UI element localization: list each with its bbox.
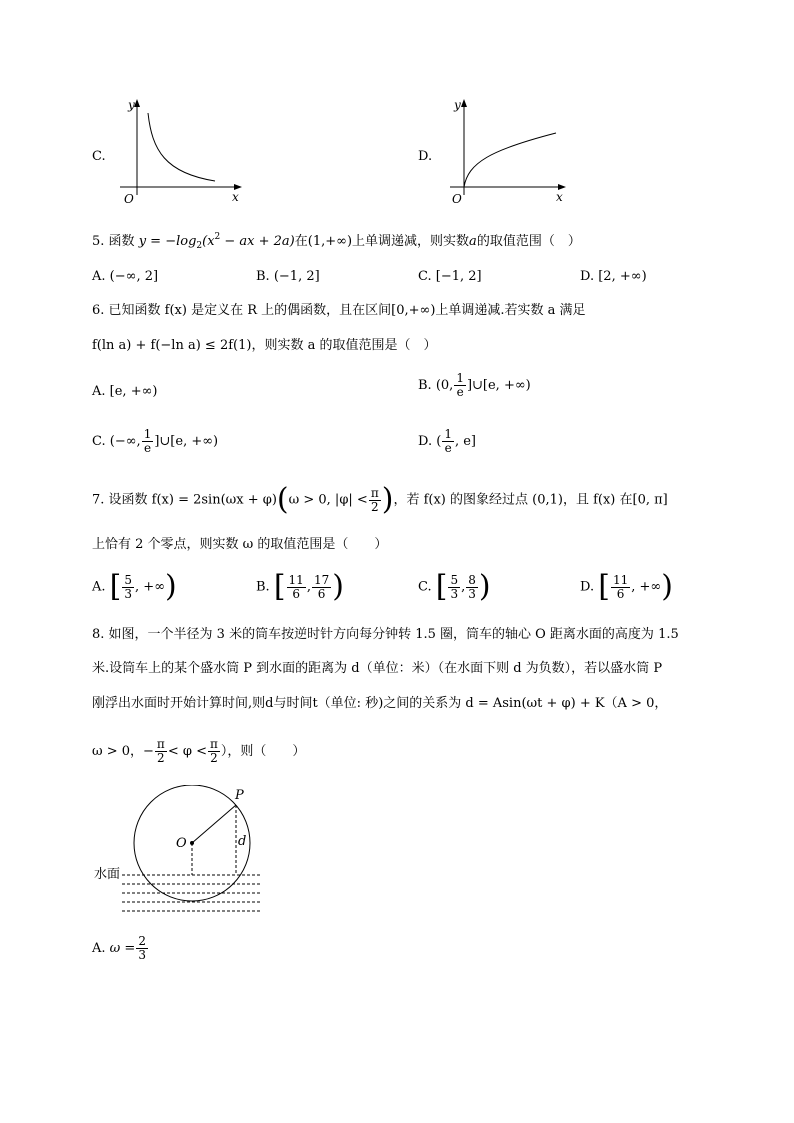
q7-line1-c: [0, π] xyxy=(632,492,668,508)
q6-option-d-post: , e] xyxy=(454,434,476,449)
q6-line1: 6. 已知函数 f(x) 是定义在 R 上的偶函数，且在区间[0,+∞)上单调递减.若实数 a 满足 xyxy=(92,303,586,318)
q8-line4-n1: π xyxy=(156,737,165,751)
q5-arg-open: (x xyxy=(202,234,215,249)
q8-line4-frac1 xyxy=(155,738,167,765)
q7-cond-den: 2 xyxy=(370,499,379,514)
q5-option-b[interactable] xyxy=(256,268,320,286)
q7-option-c-frac1 xyxy=(448,574,460,601)
q8-line4-c: ），则（ ） xyxy=(220,744,306,759)
graph-d xyxy=(440,95,580,210)
q7-option-d[interactable] xyxy=(580,569,673,604)
q7-option-b-open: [ xyxy=(273,569,286,604)
q7-line1-a: 7. 设函数 f(x) = 2sin(ωx + φ) xyxy=(92,492,277,508)
q6-option-a-value: [e, +∞) xyxy=(109,384,158,399)
q8-line4-n2: π xyxy=(209,737,218,751)
graph-c-curve xyxy=(148,113,215,181)
q5-option-c-value: [−1, 2] xyxy=(435,269,482,284)
q8-option-a-label: A. xyxy=(92,941,106,956)
q7-cond-pre: ω > 0, |φ| < xyxy=(288,492,368,508)
graph-c-y-label: y xyxy=(128,98,135,112)
q8-line4-d2: 2 xyxy=(210,751,218,765)
q6-option-b-post: ]∪[e, +∞) xyxy=(466,378,531,393)
q7-option-d-n1: 11 xyxy=(612,572,629,587)
q7-option-b-n2: 17 xyxy=(313,572,330,587)
q5-option-a[interactable] xyxy=(92,268,158,286)
q6-option-b-label: B. xyxy=(418,378,432,393)
q8-line3: 刚浮出水面时开始计算时间,则d与时间t（单位: 秒)之间的关系为 d = Asin(ωt + φ) + K（A > 0， xyxy=(92,696,668,711)
q8-option-a-lhs: ω = xyxy=(109,941,136,956)
wheel-radius xyxy=(192,805,236,843)
option-c-label: C. xyxy=(92,149,106,164)
q7-option-a-rest: , +∞ xyxy=(135,579,166,595)
q8-line4-b: < φ < xyxy=(167,744,207,759)
water-wheel-figure xyxy=(88,785,268,920)
q7-option-b[interactable]: B. [ $\frac{11}{6}$ , $\frac{17}{6}$ ) xyxy=(256,569,344,604)
q6-option-c[interactable] xyxy=(92,428,218,455)
q6-option-c-den: e xyxy=(143,441,152,455)
q6-option-c-num: 1 xyxy=(143,427,152,441)
q8-option-a-fraction xyxy=(136,935,148,962)
q6-option-c-label: C. xyxy=(92,434,106,449)
q7-option-d-rest: , +∞ xyxy=(631,579,662,595)
q7-paren-open: ( xyxy=(276,482,289,517)
graph-d-curve xyxy=(464,133,556,187)
graph-d-y-arrow xyxy=(461,99,467,107)
q8-line4-frac2 xyxy=(208,738,220,765)
q7-option-b-frac1 xyxy=(287,574,306,601)
q6-option-d-label: D. xyxy=(418,434,433,449)
q6-option-c-fraction xyxy=(142,428,154,455)
q5-func: y = −log xyxy=(138,234,197,249)
q5-var: a xyxy=(469,234,477,249)
q7-option-a-d1: 3 xyxy=(124,586,133,601)
q7-option-a-label: A. xyxy=(92,579,106,595)
graph-c xyxy=(110,95,250,210)
q7-option-a-n1: 5 xyxy=(124,572,133,587)
q7-option-b-d2: 6 xyxy=(317,586,326,601)
q7-option-c-n1: 5 xyxy=(450,572,459,587)
q7-line2: 上恰有 2 个零点，则实数 ω 的取值范围是（ ） xyxy=(92,537,388,552)
q7-line1-b: ，若 f(x) 的图象经过点 (0,1)，且 f(x) 在 xyxy=(393,492,633,508)
q8-line2: 米.设筒车上的某个盛水筒 P 到水面的距离为 d（单位：米）（在水面下则 d 为负数），若以盛水筒 P xyxy=(92,661,663,676)
q5-option-c[interactable] xyxy=(418,268,482,286)
q6-option-b-fraction xyxy=(454,372,466,399)
q7-option-a-open: [ xyxy=(109,569,122,604)
label-o: O xyxy=(176,836,187,851)
q7-option-c-close: ) xyxy=(478,569,491,604)
q7-cond-fraction xyxy=(369,487,381,514)
q7-option-c-open: [ xyxy=(435,569,448,604)
q7-option-d-open: [ xyxy=(598,569,610,604)
q7-option-c[interactable]: C. [ $\frac{5}{3}$ , $\frac{8}{3}$ ) xyxy=(418,569,491,604)
graph-d-y-label: y xyxy=(454,98,461,112)
q6-option-d-fraction xyxy=(442,428,454,455)
label-p: P xyxy=(235,788,244,803)
q5-option-a-label: A. xyxy=(92,269,106,284)
q7-option-a-close: ) xyxy=(165,569,177,604)
q5-arg-rest: − ax + 2a) xyxy=(220,234,295,249)
q6-line2: f(ln a) + f(−ln a) ≤ 2f(1)，则实数 a 的取值范围是（ ） xyxy=(92,338,437,353)
q7-option-b-close: ) xyxy=(332,569,344,604)
graph-c-origin: O xyxy=(124,192,134,206)
label-water-surface: 水面 xyxy=(94,867,121,882)
q5-log-base: 2 xyxy=(196,241,203,251)
q5-option-d[interactable] xyxy=(580,268,647,286)
q7-option-d-label: D. xyxy=(580,579,595,595)
q5-option-a-value: (−∞, 2] xyxy=(109,269,159,284)
option-d-label: D. xyxy=(418,149,433,164)
q5-option-b-label: B. xyxy=(256,269,270,284)
graph-d-x-label: x xyxy=(556,190,563,204)
graph-c-y-arrow xyxy=(134,99,140,107)
graph-c-x-label: x xyxy=(232,190,239,204)
q7-option-b-label: B. xyxy=(256,579,270,595)
label-d: d xyxy=(238,834,247,849)
q7-option-a[interactable] xyxy=(92,569,177,604)
q6-option-a[interactable] xyxy=(92,383,158,401)
q6-option-b-den: e xyxy=(456,385,464,399)
q6-option-b-num: 1 xyxy=(456,371,464,385)
q8-line1: 8. 如图，一个半径为 3 米的筒车按逆时针方向每分钟转 1.5 圈，筒车的轴心 O 距离水面的高度为 1.5 xyxy=(92,627,679,642)
q7-option-d-d1: 6 xyxy=(616,586,625,601)
q7-option-c-label: C. xyxy=(418,579,432,595)
q7-option-c-frac2 xyxy=(466,574,478,601)
q7-option-c-n2: 8 xyxy=(468,572,476,587)
q6-option-b-pre: (0, xyxy=(435,378,454,393)
q7-option-a-frac1 xyxy=(122,574,134,601)
q5-tail: 的取值范围（ ） xyxy=(476,234,581,249)
q5-arg-exp: 2 xyxy=(214,232,221,242)
q6-option-d[interactable] xyxy=(418,428,476,455)
q8-line4-d1: 2 xyxy=(157,751,165,765)
q5-interval: 在(1,+∞)上单调递减，则实数 xyxy=(294,234,470,249)
q7-option-d-close: ) xyxy=(661,569,673,604)
q5-option-d-label: D. xyxy=(580,269,595,284)
q8-line4 xyxy=(92,738,305,765)
q7-cond-num: π xyxy=(370,485,379,500)
q7-option-c-d2: 3 xyxy=(468,586,476,601)
q7-option-c-d1: 3 xyxy=(450,586,459,601)
question-5-stem xyxy=(92,228,581,255)
q7-paren-close: ) xyxy=(381,482,394,517)
q6-option-c-pre: (−∞, xyxy=(109,434,141,449)
q8-line4-a: ω > 0，− xyxy=(92,744,154,759)
q5-number: 5. 函数 xyxy=(92,234,135,249)
q6-option-d-num: 1 xyxy=(444,427,452,441)
q7-line1 xyxy=(92,482,668,517)
q5-option-b-value: (−1, 2] xyxy=(273,269,320,284)
q7-option-d-frac1 xyxy=(611,574,630,601)
q5-option-c-label: C. xyxy=(418,269,432,284)
q6-option-a-label: A. xyxy=(92,384,106,399)
q6-option-d-den: e xyxy=(444,441,452,455)
q6-option-b[interactable] xyxy=(418,372,531,399)
graph-d-origin: O xyxy=(452,192,462,206)
q8-option-a[interactable] xyxy=(92,935,149,962)
q7-option-b-frac2 xyxy=(312,574,331,601)
q6-option-c-post: ]∪[e, +∞) xyxy=(154,434,219,449)
q7-option-b-d1: 6 xyxy=(292,586,300,601)
q6-option-d-pre: ( xyxy=(436,434,442,449)
q8-option-a-num: 2 xyxy=(138,934,146,948)
q5-option-d-value: [2, +∞) xyxy=(598,269,647,284)
q7-option-b-n1: 11 xyxy=(288,572,304,587)
q8-option-a-den: 3 xyxy=(138,948,146,962)
